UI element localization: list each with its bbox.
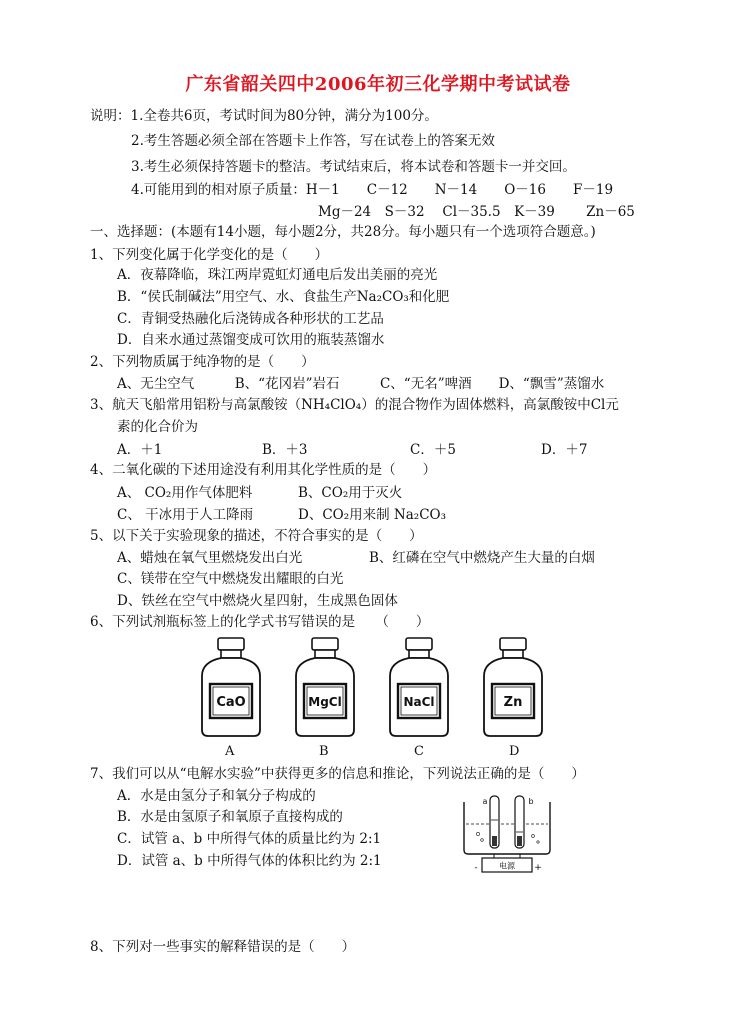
page-title: 广东省韶关四中2006年初三化学期中考试试卷	[185, 74, 571, 95]
question-2-options: A、无尘空气 B、“花冈岩”岩石 C、“无名”啤酒 D、“飘雪”蒸馏水	[117, 376, 605, 392]
question-1-option-a: A．夜幕降临，珠江两岸霓虹灯通电后发出美丽的亮光	[117, 267, 438, 283]
question-3-stem-line-1: 3、航天飞船常用铝粉与高氯酸铵（NH₄ClO₄）的混合物作为固体燃料，高氯酸铵中Cl元	[90, 397, 619, 413]
question-6-letter-d: D	[509, 744, 520, 759]
bottle-label-formula: NaCl	[403, 695, 435, 709]
question-7-option-b: B．水是由氢原子和氧原子直接构成的	[117, 809, 343, 825]
bottle-label-formula: MgCl	[308, 695, 342, 709]
note-line-2: 2.考生答题必须全部在答题卡上作答，写在试卷上的答案无效	[131, 133, 495, 149]
bottle-label-formula: Zn	[503, 695, 523, 710]
question-4-option-a: A、 CO₂用作气体肥料	[117, 485, 253, 501]
question-7-option-a: A．水是由氢分子和氧分子构成的	[117, 788, 316, 804]
question-7-option-d: D．试管 a、b 中所得气体的体积比约为 2:1	[117, 853, 382, 869]
plus-terminal-label: +	[534, 863, 542, 873]
question-5-option-b: B、红磷在空气中燃烧产生大量的白烟	[369, 550, 595, 566]
question-1-option-d: D．自来水通过蒸馏变成可饮用的瓶装蒸馏水	[117, 332, 385, 348]
electrolysis-apparatus-figure	[458, 790, 558, 880]
reagent-bottle	[296, 638, 354, 736]
question-3-stem-line-2: 素的化合价为	[117, 419, 198, 435]
note-line-3: 3.考生必须保持答题卡的整洁。考试结束后，将本试卷和答题卡一并交回。	[131, 159, 576, 175]
reagent-bottle	[202, 638, 260, 736]
tube-b-label: b	[528, 797, 534, 806]
question-3-option-c: C．＋5	[410, 442, 456, 458]
question-1-option-b: B．“侯氏制碱法”用空气、水、食盐生产Na₂CO₃和化肥	[117, 289, 450, 305]
question-6-stem: 6、下列试剂瓶标签上的化学式书写错误的是 （ ）	[90, 614, 430, 630]
question-3-option-b: B．＋3	[262, 442, 308, 458]
question-5-option-a: A、蜡烛在氧气里燃烧发出白光	[117, 550, 303, 566]
question-3-option-d: D．＋7	[541, 442, 588, 458]
power-source-label: 电源	[499, 861, 515, 871]
minus-terminal-label: -	[474, 863, 478, 873]
tube-a-label: a	[482, 797, 488, 806]
question-2-stem: 2、下列物质属于纯净物的是（ ）	[90, 354, 315, 370]
question-1-stem: 1、下列变化属于化学变化的是（ ）	[90, 247, 329, 263]
question-4-option-d: D、CO₂用来制 Na₂CO₃	[298, 507, 447, 523]
question-5-option-d: D、铁丝在空气中燃烧火星四射，生成黑色固体	[117, 593, 398, 609]
question-6-letter-b: B	[319, 744, 329, 759]
reagent-bottle	[390, 638, 448, 736]
bottle-label-formula: CaO	[216, 695, 246, 710]
note-line-1: 说明：1.全卷共6页，考试时间为80分钟，满分为100分。	[90, 108, 438, 124]
reagent-bottle	[484, 638, 542, 736]
question-6-letter-c: C	[414, 744, 424, 759]
reagent-bottles-figure	[190, 636, 560, 741]
question-8-stem: 8、下列对一些事实的解释错误的是（ ）	[90, 939, 356, 955]
question-5-option-c: C、镁带在空气中燃烧发出耀眼的白光	[117, 571, 344, 587]
question-7-option-c: C．试管 a、b 中所得气体的质量比约为 2:1	[117, 831, 382, 847]
note-line-4: 4.可能用到的相对原子质量：H－1 C－12 N－14 O－16 F－19	[131, 182, 614, 198]
question-3-option-a: A．＋1	[117, 442, 163, 458]
question-4-option-c: C、 干冰用于人工降雨	[117, 507, 254, 523]
note-line-5: Mg－24 S－32 Cl－35.5 K－39 Zn－65	[318, 204, 635, 220]
question-6-letter-a: A	[225, 744, 235, 759]
question-1-option-c: C．青铜受热融化后浇铸成各种形状的工艺品	[117, 311, 384, 327]
question-4-stem: 4、二氧化碳的下述用途没有利用其化学性质的是（ ）	[90, 462, 437, 478]
question-7-stem: 7、我们可以从“电解水实验”中获得更多的信息和推论，下列说法正确的是（ ）	[90, 766, 585, 782]
question-5-stem: 5、以下关于实验现象的描述，不符合事实的是（ ）	[90, 528, 423, 544]
section-heading: 一、选择题：(本题有14小题，每小题2分，共28分。每小题只有一个选项符合题意。)	[90, 224, 596, 240]
question-4-option-b: B、CO₂用于灭火	[298, 485, 403, 501]
